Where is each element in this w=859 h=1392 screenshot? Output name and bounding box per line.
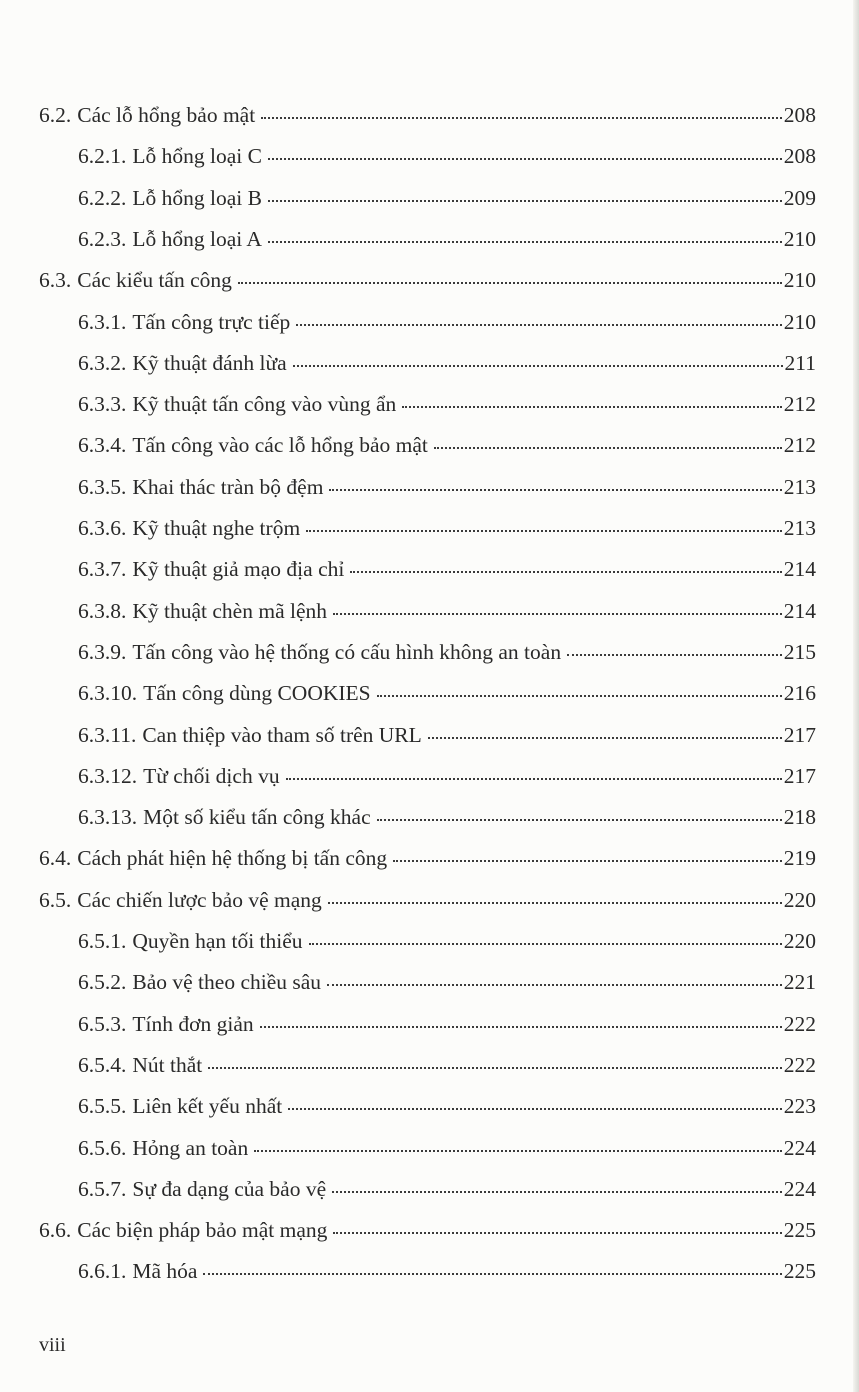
toc-entry: [78, 1169, 816, 1210]
toc-entry-title: Quyền hạn tối thiểu: [132, 929, 303, 953]
toc-entry-title: Kỹ thuật chèn mã lệnh: [132, 599, 328, 623]
toc-entry-title: Bảo vệ theo chiều sâu: [132, 970, 322, 994]
toc-entry: [39, 880, 816, 921]
dot-leader: [377, 695, 782, 697]
toc-entry: [78, 178, 816, 219]
toc-entry-page: 210: [783, 310, 816, 334]
toc-entry: [78, 343, 816, 384]
toc-entry-page: 217: [783, 764, 816, 788]
toc-entry-number: 6.3.12.: [78, 764, 138, 788]
toc-entry-title: Từ chối dịch vụ: [143, 764, 280, 788]
dot-leader: [293, 365, 783, 367]
toc-entry-page: 220: [783, 929, 816, 953]
toc-entry-number: 6.6.: [39, 1218, 72, 1242]
toc-entry-title: Kỹ thuật đánh lừa: [132, 351, 287, 375]
dot-leader: [286, 778, 782, 780]
dot-leader: [261, 117, 782, 119]
toc-entry-number: 6.5.4.: [78, 1053, 127, 1077]
dot-leader: [238, 282, 782, 284]
toc-entry-number: 6.3.10.: [78, 681, 138, 705]
toc-entry: [78, 508, 816, 549]
toc-entry-title: Các biện pháp bảo mật mạng: [77, 1218, 328, 1242]
toc-entry-title: Các chiến lược bảo vệ mạng: [77, 888, 322, 912]
toc-entry-number: 6.3.11.: [78, 723, 137, 747]
toc-entry-number: 6.5.1.: [78, 929, 127, 953]
toc-entry-page: 222: [783, 1053, 816, 1077]
toc-entry: [78, 467, 816, 508]
toc-entry: [78, 384, 816, 425]
toc-entry: [78, 921, 816, 962]
dot-leader: [377, 819, 782, 821]
toc-entry-number: 6.3.4.: [78, 433, 127, 457]
toc-entry-number: 6.2.2.: [78, 186, 127, 210]
toc-entry: [78, 632, 816, 673]
page-number-folio: viii: [39, 1334, 66, 1356]
dot-leader: [567, 654, 782, 656]
toc-entry-number: 6.3.: [39, 268, 72, 292]
toc-entry: [78, 302, 816, 343]
dot-leader: [332, 1191, 782, 1193]
toc-entry-number: 6.3.2.: [78, 351, 127, 375]
toc-entry: [39, 838, 816, 879]
toc-entry-number: 6.3.1.: [78, 310, 127, 334]
toc-entry-page: 211: [784, 351, 816, 375]
toc-entry-title: Can thiệp vào tham số trên URL: [142, 723, 422, 747]
toc-entry: [39, 1210, 816, 1251]
toc-entry-page: 224: [783, 1177, 816, 1201]
toc-entry-title: Tấn công vào hệ thống có cấu hình không an toàn: [132, 640, 562, 664]
toc-entry-number: 6.5.3.: [78, 1012, 127, 1036]
toc-entry-title: Lỗ hổng loại A: [132, 227, 262, 251]
toc-entry-page: 208: [783, 103, 816, 127]
toc-entry-title: Các kiểu tấn công: [77, 268, 232, 292]
dot-leader: [268, 200, 782, 202]
toc-entry-page: 223: [783, 1094, 816, 1118]
toc-entry-page: 220: [783, 888, 816, 912]
toc-entry-number: 6.5.5.: [78, 1094, 127, 1118]
dot-leader: [260, 1026, 782, 1028]
toc-entry: [39, 95, 816, 136]
toc-entry-number: 6.3.6.: [78, 516, 127, 540]
toc-entry: [78, 962, 816, 1003]
toc-entry-number: 6.2.1.: [78, 144, 127, 168]
toc-entry-title: Tấn công vào các lỗ hổng bảo mật: [132, 433, 428, 457]
toc-entry: [78, 219, 816, 260]
dot-leader: [268, 158, 782, 160]
dot-leader: [327, 984, 782, 986]
dot-leader: [288, 1108, 782, 1110]
toc-entry-title: Khai thác tràn bộ đệm: [132, 475, 324, 499]
dot-leader: [434, 447, 782, 449]
toc-entry: [78, 797, 816, 838]
toc-entry: [78, 1045, 816, 1086]
toc-entry: [78, 136, 816, 177]
dot-leader: [333, 613, 782, 615]
dot-leader: [268, 241, 782, 243]
toc-entry-title: Mã hóa: [132, 1259, 198, 1283]
toc-entry-page: 225: [783, 1218, 816, 1242]
toc-entry-number: 6.3.9.: [78, 640, 127, 664]
toc-entry-title: Các lỗ hổng bảo mật: [77, 103, 256, 127]
toc-entry: [78, 1251, 816, 1292]
dot-leader: [428, 737, 782, 739]
toc-entry: [39, 260, 816, 301]
toc-entry-title: Tấn công trực tiếp: [132, 310, 291, 334]
toc-entry-title: Tấn công dùng COOKIES: [143, 681, 371, 705]
toc-entry-number: 6.3.5.: [78, 475, 127, 499]
toc-entry-title: Tính đơn giản: [132, 1012, 254, 1036]
dot-leader: [328, 902, 782, 904]
toc-entry-page: 212: [783, 392, 816, 416]
toc-entry-title: Một số kiểu tấn công khác: [143, 805, 371, 829]
dot-leader: [393, 860, 782, 862]
toc-entry-page: 213: [783, 516, 816, 540]
toc-entry-title: Nút thắt: [132, 1053, 203, 1077]
toc-entry-page: 210: [783, 227, 816, 251]
toc-entry-page: 213: [783, 475, 816, 499]
toc-entry-number: 6.5.6.: [78, 1136, 127, 1160]
toc-entry-page: 217: [783, 723, 816, 747]
toc-entry-page: 218: [783, 805, 816, 829]
toc-entry-number: 6.2.: [39, 103, 72, 127]
toc-entry-title: Cách phát hiện hệ thống bị tấn công: [77, 846, 388, 870]
toc-entry-title: Kỹ thuật tấn công vào vùng ẩn: [132, 392, 397, 416]
toc-entry-title: Lỗ hổng loại B: [132, 186, 262, 210]
toc-entry-page: 208: [783, 144, 816, 168]
toc-entry-page: 219: [783, 846, 816, 870]
toc-entry: [78, 549, 816, 590]
toc-entry: [78, 1004, 816, 1045]
toc-entry-title: Sự đa dạng của bảo vệ: [132, 1177, 327, 1201]
toc-entry: [78, 425, 816, 466]
toc-entry-page: 212: [783, 433, 816, 457]
toc-entry-number: 6.3.8.: [78, 599, 127, 623]
dot-leader: [309, 943, 782, 945]
toc-entry-title: Liên kết yếu nhất: [132, 1094, 283, 1118]
toc-entry: [78, 673, 816, 714]
toc-entry-page: 222: [783, 1012, 816, 1036]
toc-entry-number: 6.2.3.: [78, 227, 127, 251]
toc-entry-number: 6.5.7.: [78, 1177, 127, 1201]
toc-entry: [78, 715, 816, 756]
toc-entry-page: 214: [783, 557, 816, 581]
dot-leader: [203, 1273, 781, 1275]
toc-entry-page: 224: [783, 1136, 816, 1160]
dot-leader: [306, 530, 782, 532]
toc-entry-number: 6.3.7.: [78, 557, 127, 581]
dot-leader: [333, 1232, 781, 1234]
toc-entry-number: 6.3.3.: [78, 392, 127, 416]
toc-entry-page: 221: [783, 970, 816, 994]
toc-entry-title: Lỗ hổng loại C: [132, 144, 262, 168]
dot-leader: [296, 324, 781, 326]
toc-entry-number: 6.5.: [39, 888, 72, 912]
dot-leader: [329, 489, 781, 491]
toc-entry-number: 6.3.13.: [78, 805, 138, 829]
toc-entry-page: 216: [783, 681, 816, 705]
toc-entry-page: 225: [783, 1259, 816, 1283]
page-edge: [853, 0, 859, 1392]
toc-entry-page: 215: [783, 640, 816, 664]
toc-entry-title: Kỹ thuật giả mạo địa chỉ: [132, 557, 345, 581]
toc-entry-page: 214: [783, 599, 816, 623]
dot-leader: [402, 406, 781, 408]
dot-leader: [350, 571, 781, 573]
toc-entry: [78, 591, 816, 632]
toc-entry-page: 210: [783, 268, 816, 292]
toc-entry-number: 6.5.2.: [78, 970, 127, 994]
toc-entry-title: Hỏng an toàn: [132, 1136, 249, 1160]
toc-entry-number: 6.6.1.: [78, 1259, 127, 1283]
toc-entry: [78, 756, 816, 797]
toc-entry-page: 209: [783, 186, 816, 210]
toc-entry-number: 6.4.: [39, 846, 72, 870]
toc-entry-title: Kỹ thuật nghe trộm: [132, 516, 301, 540]
toc-entry: [78, 1086, 816, 1127]
dot-leader: [208, 1067, 782, 1069]
toc-entry: [78, 1128, 816, 1169]
dot-leader: [254, 1150, 782, 1152]
